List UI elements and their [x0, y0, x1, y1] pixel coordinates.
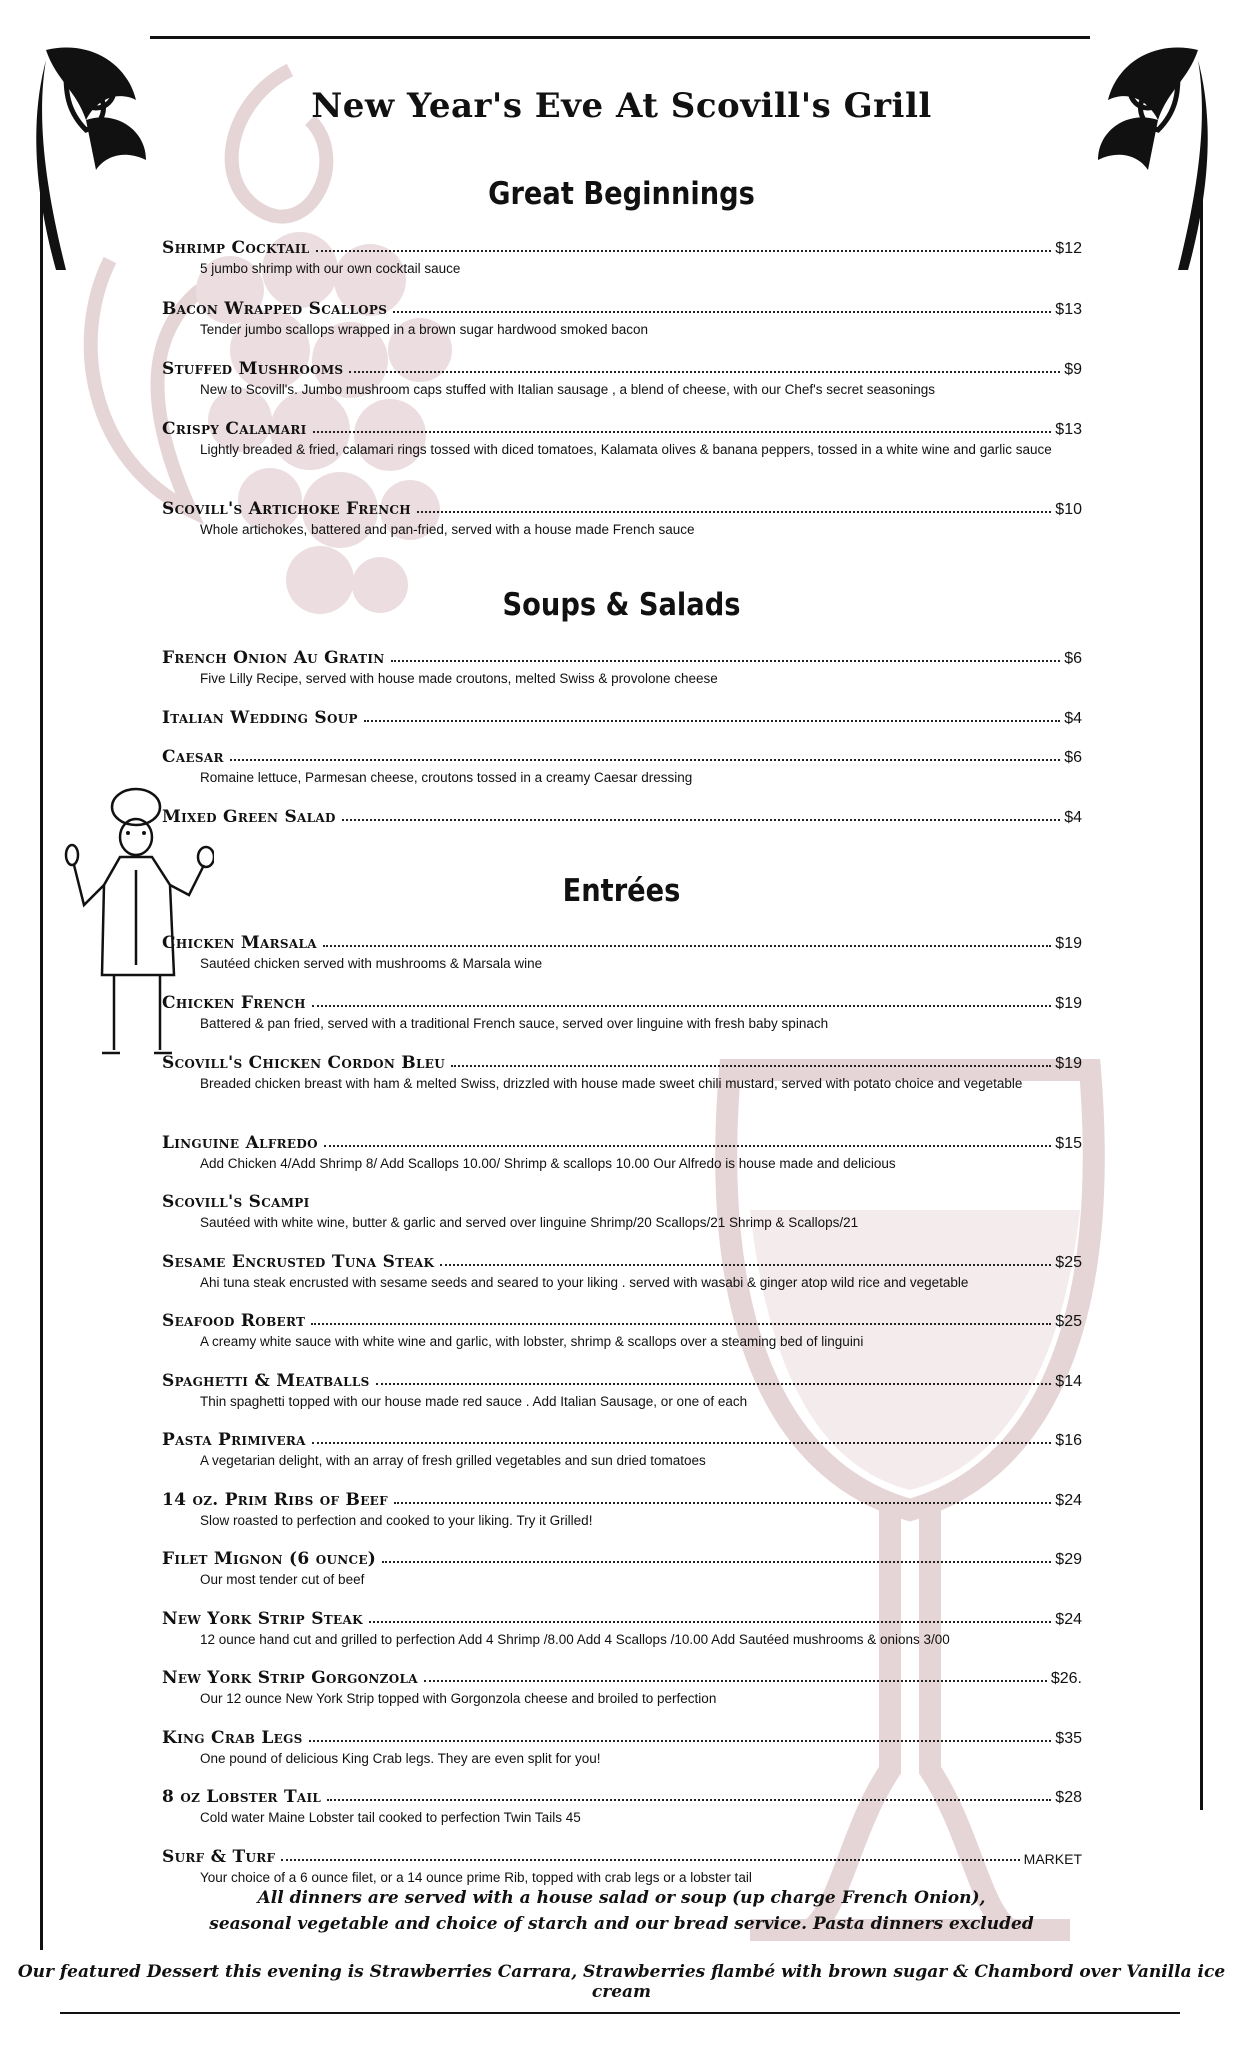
item-price: $16 — [1055, 1432, 1082, 1449]
item-price: $24 — [1055, 1611, 1082, 1628]
item-name: King Crab Legs — [162, 1728, 303, 1748]
menu-item — [162, 1186, 1082, 1246]
item-description: Breaded chicken breast with ham & melted Swiss, drizzled with house made sweet chili mustard, served with potato choice and vegetable — [200, 1076, 1023, 1091]
item-name: Shrimp Cocktail — [162, 238, 310, 258]
item-price: $19 — [1055, 1055, 1082, 1072]
item-price: $26. — [1050, 1670, 1082, 1687]
item-description: Five Lilly Recipe, served with house made croutons, melted Swiss & provolone cheese — [200, 671, 718, 686]
menu-item — [162, 232, 1082, 293]
item-price: $10 — [1055, 501, 1082, 518]
section-title-entrees: Entrées — [562, 873, 681, 909]
menu-item — [162, 1365, 1082, 1424]
item-price: $12 — [1055, 240, 1082, 257]
corner-ornament-left-icon — [26, 30, 176, 290]
dessert-note: Our featured Dessert this evening is Strawberries Carrara, Strawberries flambé with brown sugar & Chambord over Vanilla ice cream — [17, 1962, 1226, 2002]
leader-dots — [327, 1798, 1051, 1801]
leader-dots — [451, 1064, 1051, 1067]
leader-dots — [440, 1263, 1051, 1266]
leader-dots — [393, 310, 1051, 313]
menu-item — [162, 1305, 1082, 1365]
item-description: Our 12 ounce New York Strip topped with Gorgonzola cheese and broiled to perfection — [200, 1691, 717, 1706]
item-description: Whole artichokes, battered and pan-fried, served with a house made French sauce — [200, 522, 695, 537]
item-price: $19 — [1055, 935, 1082, 952]
leader-dots — [311, 1322, 1051, 1325]
leader-dots — [382, 1560, 1051, 1563]
menu-item — [162, 1246, 1082, 1305]
menu-item — [162, 1127, 1082, 1186]
item-description: Ahi tuna steak encrusted with sesame seeds and seared to your liking . served with wasabi & ginger atop wild rice and vegetable — [200, 1275, 969, 1290]
item-name: Surf & Turf — [162, 1847, 276, 1867]
item-description: Tender jumbo scallops wrapped in a brown sugar hardwood smoked bacon — [200, 322, 649, 337]
item-name: Chicken French — [162, 993, 306, 1013]
item-description: Our most tender cut of beef — [200, 1572, 365, 1587]
leader-dots — [391, 659, 1061, 662]
leader-dots — [313, 430, 1052, 433]
leader-dots — [324, 1144, 1051, 1147]
leader-dots — [394, 1501, 1051, 1504]
leader-dots — [323, 944, 1051, 947]
footer-note-line-2: seasonal vegetable and choice of starch and our bread service. Pasta dinners excluded — [209, 1914, 1034, 1934]
item-price: $28 — [1055, 1789, 1082, 1806]
item-description: 12 ounce hand cut and grilled to perfection Add 4 Shrimp /8.00 Add 4 Scallops /10.00 Add Sautéed mushrooms & onions 3/00 — [200, 1632, 950, 1647]
item-price: $29 — [1055, 1551, 1082, 1568]
leader-dots — [316, 249, 1052, 252]
leader-dots — [349, 370, 1060, 373]
item-name: Seafood Robert — [162, 1311, 306, 1331]
top-border — [150, 36, 1090, 39]
item-description: Battered & pan fried, served with a traditional French sauce, served over linguine with fresh baby spinach — [200, 1016, 829, 1031]
menu-item — [162, 353, 1082, 413]
leader-dots — [281, 1858, 1019, 1861]
item-description: Lightly breaded & fried, calamari rings tossed with diced tomatoes, Kalamata olives & banana peppers, tossed in a white wine and garlic sauce — [200, 442, 1052, 457]
item-price: $24 — [1055, 1492, 1082, 1509]
item-price: $19 — [1055, 995, 1082, 1012]
item-name: Spaghetti & Meatballs — [162, 1371, 370, 1391]
item-price: $25 — [1055, 1313, 1082, 1330]
item-name: New York Strip Steak — [162, 1609, 363, 1629]
item-price: $25 — [1055, 1254, 1082, 1271]
menu-item — [162, 1841, 1082, 1889]
footer-note-line-1: All dinners are served with a house salad or soup (up charge French Onion), — [257, 1888, 986, 1908]
item-description: Your choice of a 6 ounce filet, or a 14 ounce prime Rib, topped with crab legs or a lobster tail — [200, 1870, 752, 1885]
item-name: 14 oz. Prim Ribs of Beef — [162, 1490, 388, 1510]
item-description: A vegetarian delight, with an array of fresh grilled vegetables and sun dried tomatoes — [200, 1453, 706, 1468]
item-name: Scovill's Scampi — [162, 1192, 310, 1212]
menu-item — [162, 493, 1082, 553]
item-name: Scovill's Chicken Cordon Bleu — [162, 1053, 445, 1073]
leader-dots — [230, 758, 1060, 761]
menu-item — [162, 1047, 1082, 1127]
item-description: 5 jumbo shrimp with our own cocktail sauce — [200, 261, 461, 276]
menu-title: New Year's Eve At Scovill's Grill — [311, 86, 932, 126]
item-name: Mixed Green Salad — [162, 807, 336, 827]
bottom-border — [60, 2012, 1180, 2014]
menu-item — [162, 413, 1082, 493]
item-description: Add Chicken 4/Add Shrimp 8/ Add Scallops 10.00/ Shrimp & scallops 10.00 Our Alfredo is house made and delicious — [200, 1156, 896, 1171]
menu-item — [162, 801, 1082, 831]
leader-dots — [417, 510, 1051, 513]
item-price: $14 — [1055, 1373, 1082, 1390]
item-description: Romaine lettuce, Parmesan cheese, croutons tossed in a creamy Caesar dressing — [200, 770, 693, 785]
item-name: French Onion Au Gratin — [162, 648, 385, 668]
section-title-great-beginnings: Great Beginnings — [488, 176, 755, 212]
menu-item — [162, 1722, 1082, 1781]
item-price: $9 — [1064, 361, 1082, 378]
item-description: A creamy white sauce with white wine and garlic, with lobster, shrimp & scallops over a steaming bed of linguini — [200, 1334, 864, 1349]
leader-dots — [309, 1739, 1052, 1742]
menu-item — [162, 642, 1082, 702]
item-price: $35 — [1055, 1730, 1082, 1747]
item-description: Sautéed with white wine, butter & garlic and served over linguine Shrimp/20 Scallops/21 Shrimp & Scallops/21 — [200, 1215, 859, 1230]
right-border — [1200, 150, 1203, 1810]
item-name: 8 oz Lobster Tail — [162, 1787, 322, 1807]
great-beginnings-list — [162, 232, 1082, 553]
item-name: Italian Wedding Soup — [162, 708, 358, 728]
item-name: Stuffed Mushrooms — [162, 359, 344, 379]
item-name: Bacon Wrapped Scallops — [162, 299, 388, 319]
leader-dots — [342, 818, 1060, 821]
item-price: $13 — [1055, 301, 1082, 318]
left-border — [40, 150, 43, 1950]
item-name: Scovill's Artichoke French — [162, 499, 411, 519]
leader-dots — [369, 1620, 1051, 1623]
menu-item — [162, 1662, 1082, 1722]
item-name: Linguine Alfredo — [162, 1133, 318, 1153]
soups-salads-list — [162, 642, 1082, 831]
leader-dots — [312, 1004, 1052, 1007]
item-price: $4 — [1064, 710, 1082, 727]
item-description: Slow roasted to perfection and cooked to your liking. Try it Grilled! — [200, 1513, 593, 1528]
item-name: Chicken Marsala — [162, 933, 317, 953]
item-name: Pasta Primivera — [162, 1430, 306, 1450]
item-price: $15 — [1055, 1135, 1082, 1152]
entrees-list — [162, 927, 1082, 1889]
item-price: $6 — [1064, 749, 1082, 766]
item-name: Caesar — [162, 747, 224, 767]
item-name: Crispy Calamari — [162, 419, 307, 439]
leader-dots — [364, 719, 1060, 722]
menu-item — [162, 1543, 1082, 1603]
leader-dots — [376, 1382, 1052, 1385]
menu-item — [162, 293, 1082, 353]
menu-item — [162, 1484, 1082, 1543]
item-price: $4 — [1064, 809, 1082, 826]
item-description: Sautéed chicken served with mushrooms & Marsala wine — [200, 956, 543, 971]
section-title-soups-salads: Soups & Salads — [502, 587, 741, 623]
leader-dots — [424, 1679, 1047, 1682]
item-name: Sesame Encrusted Tuna Steak — [162, 1252, 435, 1272]
menu-item — [162, 1603, 1082, 1662]
item-name: New York Strip Gorgonzola — [162, 1668, 418, 1688]
item-price: MARKET — [1023, 1851, 1082, 1867]
menu-item — [162, 741, 1082, 801]
menu-item — [162, 1424, 1082, 1484]
item-description: New to Scovill's. Jumbo mushroom caps stuffed with Italian sausage , a blend of cheese, with our Chef's secret seasonings — [200, 382, 936, 397]
item-price: $13 — [1055, 421, 1082, 438]
menu-item — [162, 987, 1082, 1047]
corner-ornament-right-icon — [1068, 30, 1218, 290]
item-name: Filet Mignon (6 ounce) — [162, 1549, 377, 1569]
menu-item — [162, 702, 1082, 741]
item-price: $6 — [1064, 650, 1082, 667]
menu-item — [162, 1781, 1082, 1841]
leader-dots — [312, 1441, 1052, 1444]
menu-item — [162, 927, 1082, 987]
item-description: One pound of delicious King Crab legs. They are even split for you! — [200, 1751, 601, 1766]
item-description: Thin spaghetti topped with our house made red sauce . Add Italian Sausage, or one of each — [200, 1394, 748, 1409]
item-description: Cold water Maine Lobster tail cooked to perfection Twin Tails 45 — [200, 1810, 581, 1825]
